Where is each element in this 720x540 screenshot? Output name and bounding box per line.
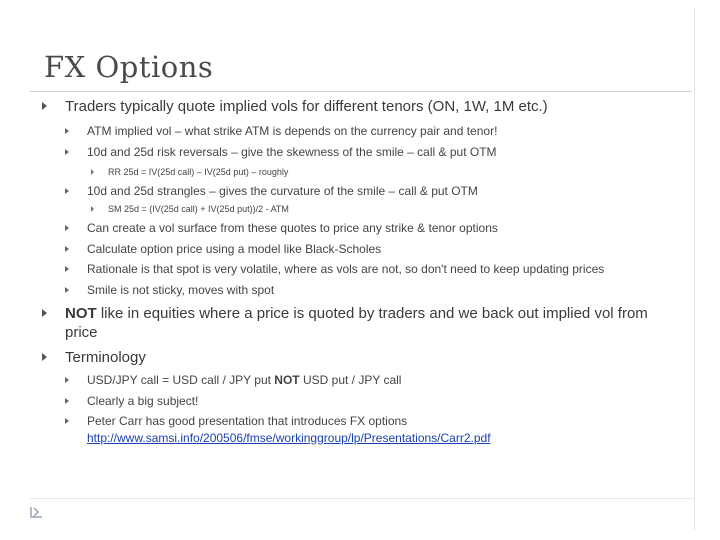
slide-nav-icon[interactable] [30,506,44,518]
emphasis-not: NOT [65,305,97,322]
bullet-icon [42,309,47,317]
slide-title: FX Options [44,50,214,84]
bullet-icon [42,102,47,110]
bullet-text: ATM implied vol – what strike ATM is depends on the currency pair and tenor! [87,124,498,138]
bullet-icon [65,287,69,293]
bullet-text: Terminology [65,349,146,366]
bullet-icon [91,206,94,212]
bullet-text: RR 25d = IV(25d call) – IV(25d put) – roughly [108,167,289,177]
bullet-icon [65,266,69,272]
bullet-icon [91,169,94,175]
bullet-icon [65,149,69,155]
bullet-text: Calculate option price using a model like Black-Scholes [87,242,382,256]
bullet-icon [65,398,69,404]
bullet-icon [65,225,69,231]
bullet-text-rest: like in equities where a price is quoted by traders and we back out implied vol from [96,305,648,322]
bullet-text-head: USD/JPY call = USD call / JPY put [87,373,275,387]
bullet-icon [65,128,69,134]
bullet-text: 10d and 25d strangles – gives the curvature of the smile – call & put OTM [87,184,478,198]
bullet-icon [42,353,47,361]
bullet-text: SM 25d = (IV(25d call) + IV(25d put))/2 - ATM [108,204,289,214]
bullet-icon [65,246,69,252]
bullet-text-line1 [65,305,648,322]
title-divider [30,91,692,92]
bullet-text-line2: price [65,324,98,341]
bullet-icon [65,377,69,383]
carr-presentation-link[interactable]: http://www.samsi.info/200506/fmse/workinggroup/lp/Presentations/Carr2.pdf [87,431,491,445]
bullet-text: Can create a vol surface from these quotes to price any strike & tenor options [87,221,498,235]
bullet-text: Rationale is that spot is very volatile, where as vols are not, so don't need to keep updating prices [87,262,605,276]
bullet-text: Clearly a big subject! [87,394,199,408]
emphasis-not: NOT [274,373,300,387]
bullet-text [87,373,401,387]
bullet-text: 10d and 25d risk reversals – give the skewness of the smile – call & put OTM [87,145,497,159]
bullet-text: Smile is not sticky, moves with spot [87,283,275,297]
bullet-text: Peter Carr has good presentation that introduces FX options [87,414,408,428]
bullet-icon [65,418,69,424]
bullet-icon [65,188,69,194]
bullet-text-tail: USD put / JPY call [299,373,402,387]
slide-bottom-border [30,498,694,499]
bullet-text: Traders typically quote implied vols for different tenors (ON, 1W, 1M etc.) [65,98,548,115]
slide-right-border [694,8,695,530]
